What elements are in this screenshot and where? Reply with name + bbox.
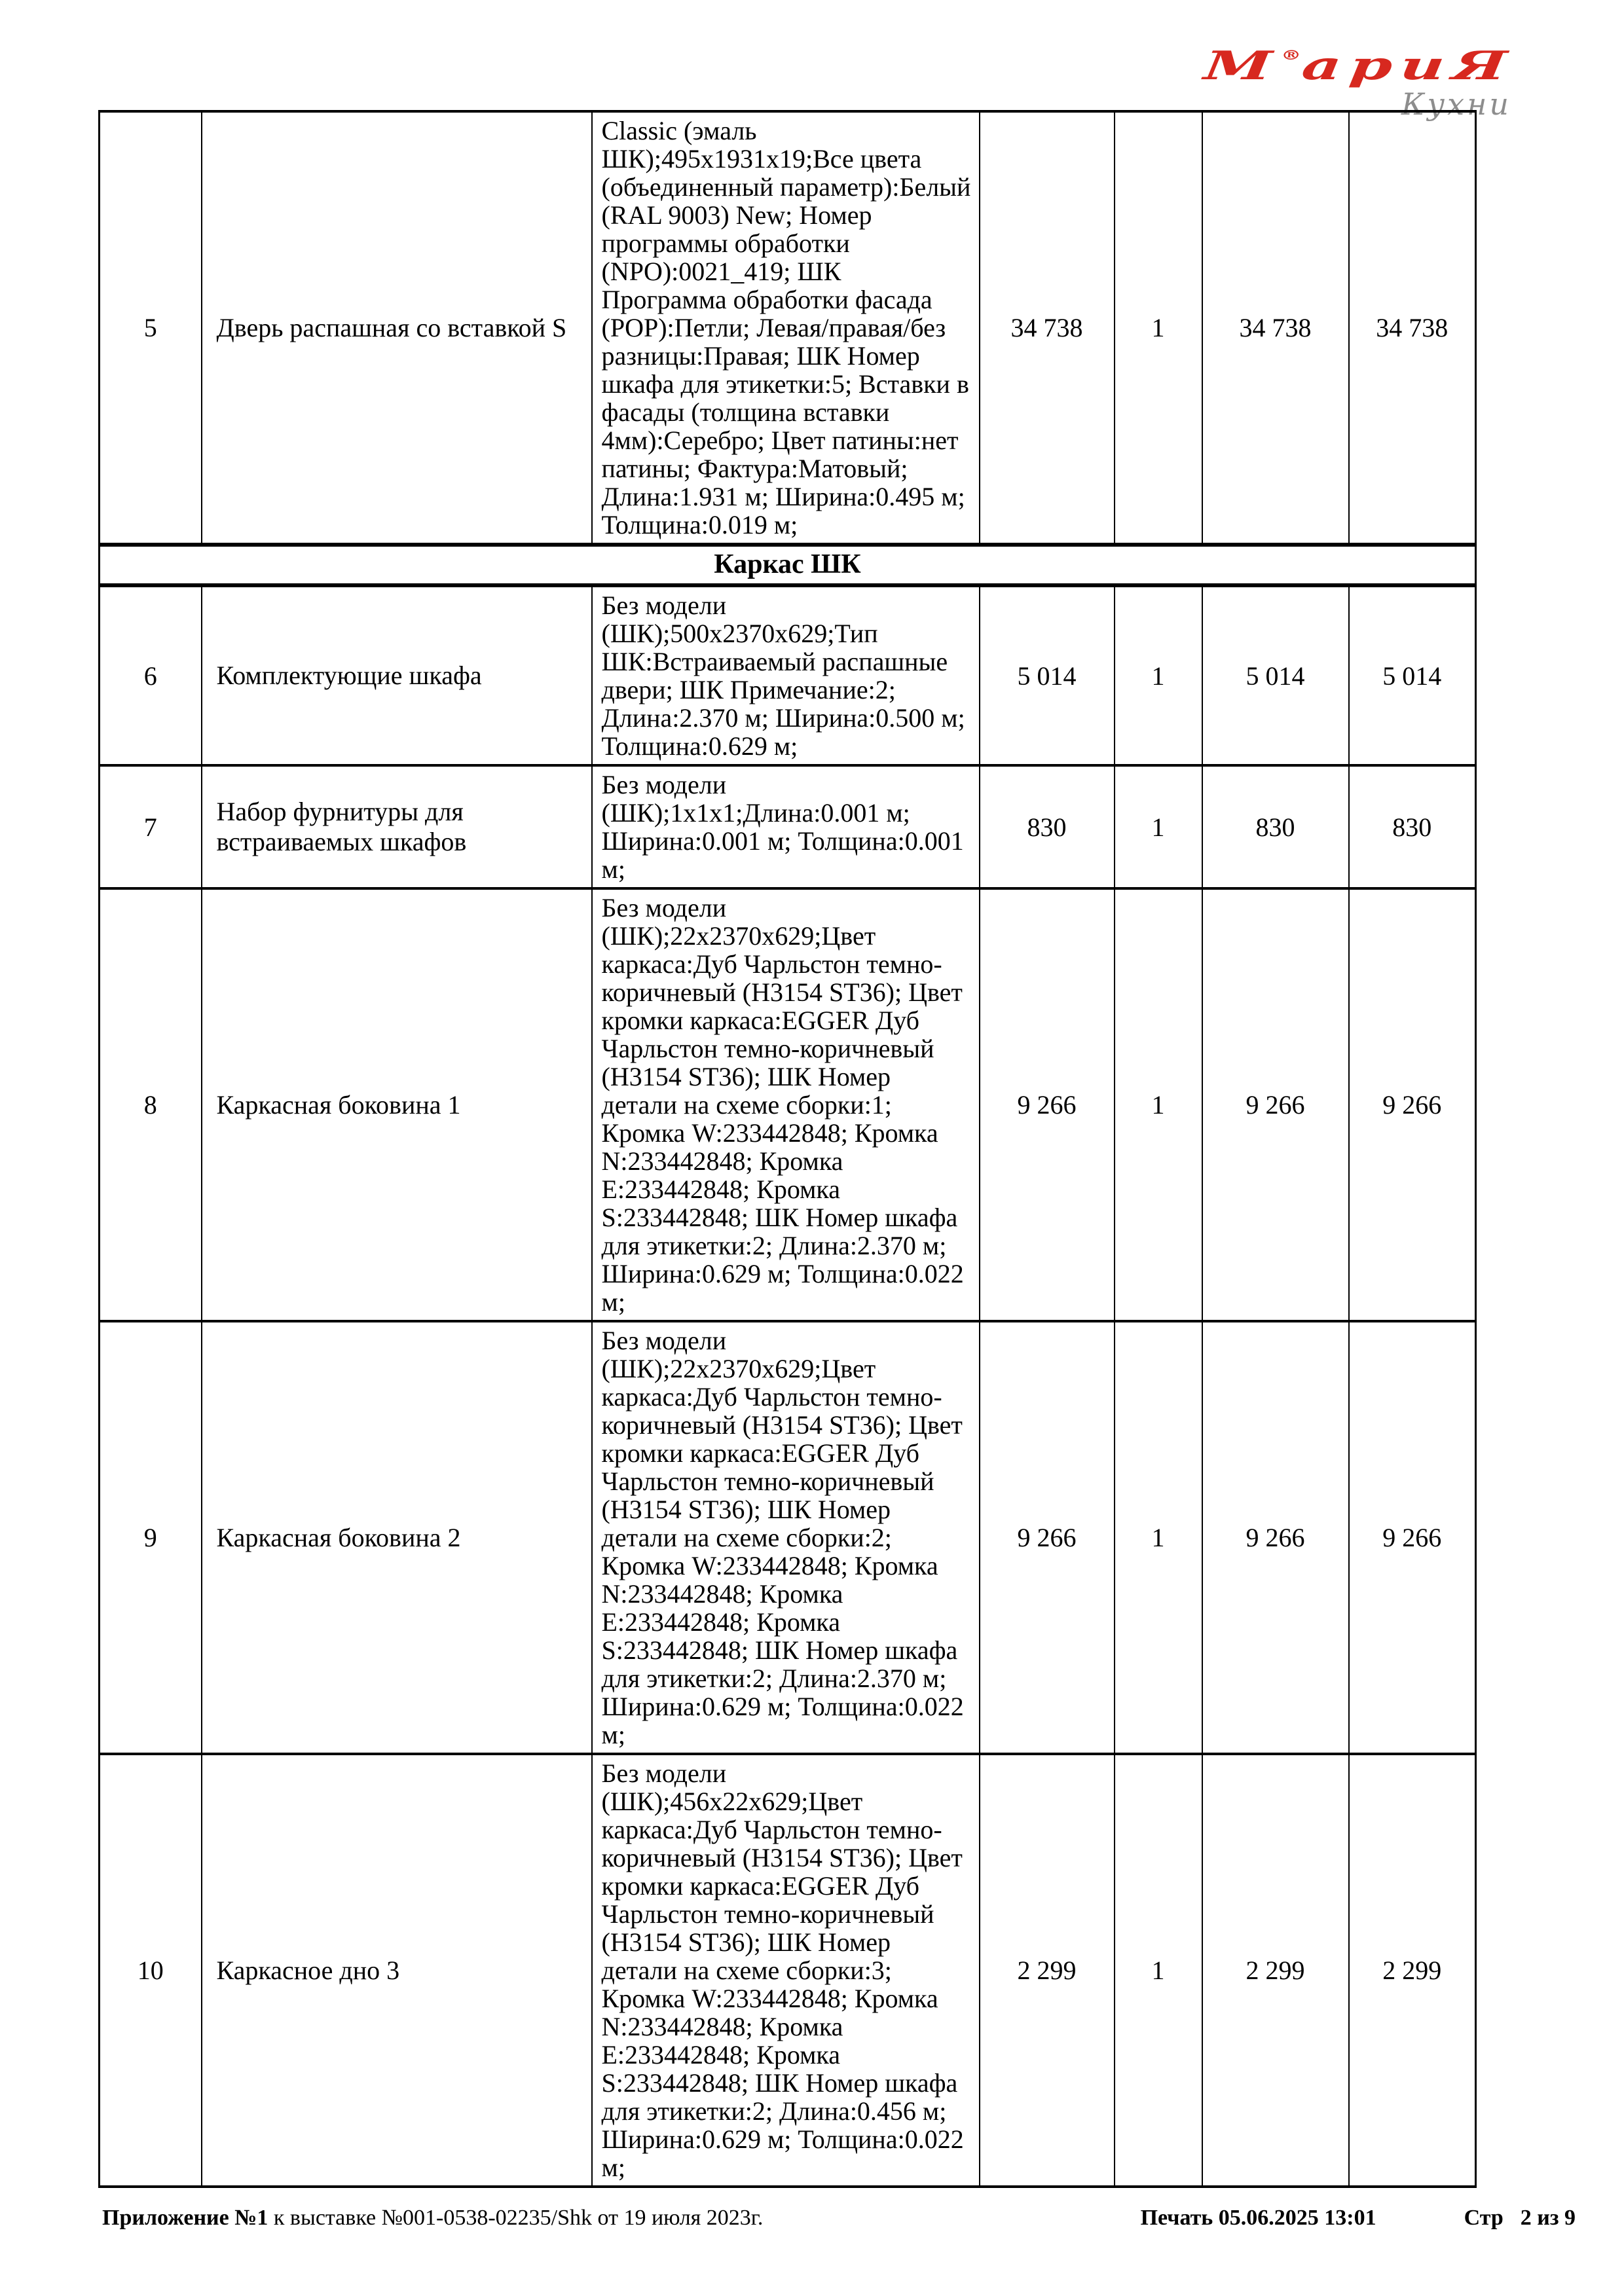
amount-cell: 5 014 xyxy=(1202,585,1349,765)
total-cell: 34 738 xyxy=(1349,111,1476,545)
quantity-cell: 1 xyxy=(1115,1321,1202,1754)
item-name-cell: Каркасное дно 3 xyxy=(202,1754,592,2187)
table-row xyxy=(100,1754,1476,2187)
page-footer xyxy=(102,2205,1576,2231)
section-header: Каркас ШК xyxy=(100,545,1476,585)
table-row xyxy=(100,111,1476,545)
item-name-cell: Дверь распашная со вставкой S xyxy=(202,111,592,545)
row-number-cell: 9 xyxy=(100,1321,202,1754)
section-header-row xyxy=(100,545,1476,585)
item-description-cell: Без модели (ШК);1x1x1;Длина:0.001 м; Ширина:0.001 м; Толщина:0.001 м; xyxy=(592,765,980,888)
unit-price-cell: 34 738 xyxy=(980,111,1115,545)
unit-price-cell: 2 299 xyxy=(980,1754,1115,2187)
quantity-cell: 1 xyxy=(1115,888,1202,1321)
row-number-cell: 7 xyxy=(100,765,202,888)
footer-page-label: Стр xyxy=(1464,2206,1504,2230)
footer-appendix-number: Приложение №1 xyxy=(102,2206,268,2230)
total-cell: 2 299 xyxy=(1349,1754,1476,2187)
brand-subtitle: Кухни xyxy=(1401,86,1511,122)
amount-cell: 9 266 xyxy=(1202,888,1349,1321)
table-row xyxy=(100,1321,1476,1754)
item-name-cell: Набор фурнитуры для встраиваемых шкафов xyxy=(202,765,592,888)
brand-logo xyxy=(1202,34,1517,122)
row-number-cell: 6 xyxy=(100,585,202,765)
total-cell: 830 xyxy=(1349,765,1476,888)
table-row xyxy=(100,585,1476,765)
quantity-cell: 1 xyxy=(1115,585,1202,765)
item-name-cell: Каркасная боковина 2 xyxy=(202,1321,592,1754)
brand-initial: М xyxy=(1202,43,1283,89)
footer-print-date: Печать 05.06.2025 13:01 xyxy=(1140,2206,1376,2230)
item-name-cell: Каркасная боковина 1 xyxy=(202,888,592,1321)
items-table xyxy=(98,110,1477,2188)
row-number-cell: 8 xyxy=(100,888,202,1321)
amount-cell: 9 266 xyxy=(1202,1321,1349,1754)
row-number-cell: 10 xyxy=(100,1754,202,2187)
footer-appendix xyxy=(102,2205,1141,2231)
table-row xyxy=(100,888,1476,1321)
unit-price-cell: 9 266 xyxy=(980,888,1115,1321)
table-row xyxy=(100,765,1476,888)
footer-page-number xyxy=(1464,2205,1576,2231)
item-description-cell: Без модели (ШК);22x2370x629;Цвет каркаса:Дуб Чарльстон темно-коричневый (H3154 ST36); Цвет кромки каркаса:EGGER Дуб Чарльстон темно-коричневый (H3154 ST36); ШК Номер детали на схеме сборки:1; Кромка W:233442848; Кромка N:233442848; Кромка E:233442848; Кромка S:233442848; ШК Номер шкафа для этикетки:2; Длина:2.370 м; Ширина:0.629 м; Толщина:0.022 м; xyxy=(592,888,980,1321)
quantity-cell: 1 xyxy=(1115,111,1202,545)
item-description-cell: Без модели (ШК);22x2370x629;Цвет каркаса:Дуб Чарльстон темно-коричневый (H3154 ST36); Цвет кромки каркаса:EGGER Дуб Чарльстон темно-коричневый (H3154 ST36); ШК Номер детали на схеме сборки:2; Кромка W:233442848; Кромка N:233442848; Кромка E:233442848; Кромка S:233442848; ШК Номер шкафа для этикетки:2; Длина:2.370 м; Ширина:0.629 м; Толщина:0.022 м; xyxy=(592,1321,980,1754)
unit-price-cell: 9 266 xyxy=(980,1321,1115,1754)
brand-rest: ариЯ xyxy=(1299,43,1517,89)
unit-price-cell: 830 xyxy=(980,765,1115,888)
item-description-cell: Без модели (ШК);456x22x629;Цвет каркаса:Дуб Чарльстон темно-коричневый (H3154 ST36); Цвет кромки каркаса:EGGER Дуб Чарльстон темно-коричневый (H3154 ST36); ШК Номер детали на схеме сборки:3; Кромка W:233442848; Кромка N:233442848; Кромка E:233442848; Кромка S:233442848; ШК Номер шкафа для этикетки:2; Длина:0.456 м; Ширина:0.629 м; Толщина:0.022 м; xyxy=(592,1754,980,2187)
footer-appendix-text: к выставке №001-0538-02235/Shk от 19 июля 2023г. xyxy=(268,2206,764,2230)
total-cell: 9 266 xyxy=(1349,1321,1476,1754)
item-name-cell: Комплектующие шкафа xyxy=(202,585,592,765)
row-number-cell: 5 xyxy=(100,111,202,545)
amount-cell: 34 738 xyxy=(1202,111,1349,545)
unit-price-cell: 5 014 xyxy=(980,585,1115,765)
amount-cell: 2 299 xyxy=(1202,1754,1349,2187)
registered-mark-icon: ® xyxy=(1280,47,1302,63)
total-cell: 9 266 xyxy=(1349,888,1476,1321)
footer-page-value: 2 из 9 xyxy=(1520,2206,1576,2230)
item-description-cell: Classic (эмаль ШК);495x1931x19;Все цвета (объединенный параметр):Белый (RAL 9003) New; Номер программы обработки (NPO):0021_419; ШК Программа обработки фасада (POP):Петли; Левая/правая/без разницы:Правая; ШК Номер шкафа для этикетки:5; Вставки в фасады (толщина вставки 4мм):Серебро; Цвет патины:нет патины; Фактура:Матовый; Длина:1.931 м; Ширина:0.495 м; Толщина:0.019 м; xyxy=(592,111,980,545)
amount-cell: 830 xyxy=(1202,765,1349,888)
quantity-cell: 1 xyxy=(1115,1754,1202,2187)
total-cell: 5 014 xyxy=(1349,585,1476,765)
brand-logo-script xyxy=(1202,34,1519,87)
item-description-cell: Без модели (ШК);500x2370x629;Тип ШК:Встраиваемый распашные двери; ШК Примечание:2; Длина:2.370 м; Ширина:0.500 м; Толщина:0.629 м; xyxy=(592,585,980,765)
quantity-cell: 1 xyxy=(1115,765,1202,888)
